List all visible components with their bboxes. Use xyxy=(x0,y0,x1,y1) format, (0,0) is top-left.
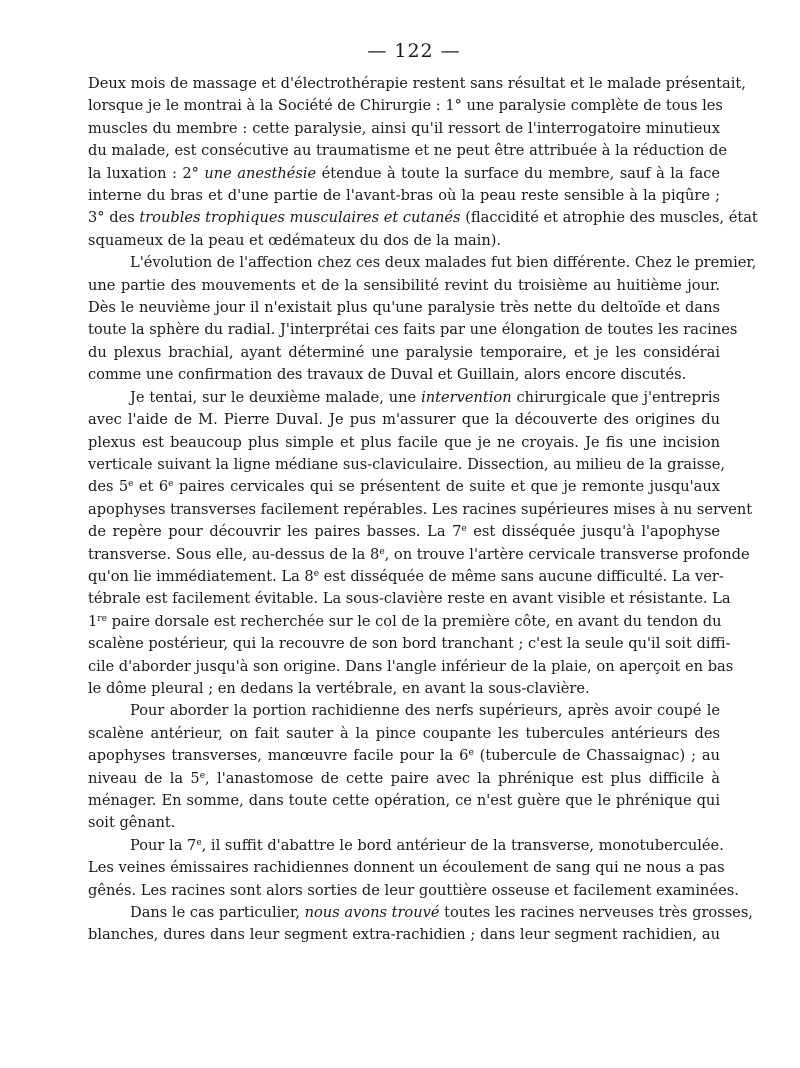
paragraph xyxy=(88,700,720,834)
text-line: apophyses transverses, manœuvre facile pour la 6e (tubercule de Chassaignac) ; au xyxy=(88,747,720,765)
text-line: Deux mois de massage et d'électrothérapie restent sans résultat et le malade présentait, xyxy=(88,75,746,92)
text-line: Dès le neuvième jour il n'existait plus qu'une paralysie très nette du deltoïde et dans xyxy=(88,299,720,317)
page-number: — 122 — xyxy=(367,40,461,62)
text-line: cile d'aborder jusqu'à son origine. Dans l'angle inférieur de la plaie, on aperçoit en bas xyxy=(88,657,734,675)
text-line: Je tentai, sur le deuxième malade, une intervention chirurgicale que j'entrepris xyxy=(130,388,720,406)
text-line: Pour la 7e, il suffit d'abattre le bord antérieur de la transverse, monotuberculée. xyxy=(130,836,724,854)
text-line: L'évolution de l'affection chez ces deux malades fut bien différente. Chez le premier, xyxy=(130,254,757,272)
text-line: du malade, est consécutive au traumatisme et ne peut être attribuée à la réduction de xyxy=(88,142,728,160)
text-line: soit gênant. xyxy=(88,814,176,832)
text-line: des 5e et 6e paires cervicales qui se présentent de suite et que je remonte jusqu'aux xyxy=(88,478,720,496)
text-line: Les veines émissaires rachidiennes donnent un écoulement de sang qui ne nous a pas xyxy=(88,859,725,877)
text-line: tébrale est facilement évitable. La sous-clavière reste en avant visible et résistante. La xyxy=(88,590,731,608)
text-line: avec l'aide de M. Pierre Duval. Je pus m'assurer que la découverte des origines du xyxy=(88,411,720,429)
text-line: verticale suivant la ligne médiane sus-claviculaire. Dissection, au milieu de la graisse, xyxy=(88,455,726,473)
page xyxy=(88,40,758,947)
text-line: 1re paire dorsale est recherchée sur le col de la première côte, en avant du tendon du xyxy=(88,612,722,630)
text-line: plexus est beaucoup plus simple et plus facile que je ne croyais. Je fis une incision xyxy=(88,433,720,451)
text-line: scalène antérieur, on fait sauter à la pince coupante les tubercules antérieurs des xyxy=(88,724,720,742)
paragraph xyxy=(88,835,739,902)
text-line: apophyses transverses facilement repérables. Les racines supérieures mises à nu servent xyxy=(88,500,753,518)
text-line: qu'on lie immédiatement. La 8e est disséquée de même sans aucune difficulté. La ver- xyxy=(88,567,724,585)
text-line: comme une confirmation des travaux de Duval et Guillain, alors encore discutés. xyxy=(88,366,687,384)
text-line: gênés. Les racines sont alors sorties de leur gouttière osseuse et facilement examinées. xyxy=(88,881,739,899)
text-line: scalène postérieur, qui la recouvre de son bord tranchant ; c'est la seule qu'il soit diffi- xyxy=(88,635,731,653)
paragraph xyxy=(88,902,753,947)
text-line: 3° des troubles trophiques musculaires et cutanés (flaccidité et atrophie des muscles, état xyxy=(88,209,758,227)
text-line: le dôme pleural ; en dedans la vertébrale, en avant la sous-clavière. xyxy=(88,679,590,697)
text-line: muscles du membre : cette paralysie, ainsi qu'il ressort de l'interrogatoire minutieux xyxy=(88,119,720,137)
text-line: ménager. En somme, dans toute cette opération, ce n'est guère que le phrénique qui xyxy=(88,792,720,809)
text-line: une partie des mouvements et de la sensibilité revint du troisième au huitième jour. xyxy=(88,276,720,294)
text-line: de repère pour découvrir les paires basses. La 7e est disséquée jusqu'à l'apophyse xyxy=(88,523,720,541)
text-line: niveau de la 5e, l'anastomose de cette paire avec la phrénique est plus difficile à xyxy=(88,769,720,787)
text-line: Dans le cas particulier, nous avons trouvé toutes les racines nerveuses très grosses, xyxy=(130,904,753,922)
text-line: du plexus brachial, ayant déterminé une paralysie temporaire, et je les considérai xyxy=(88,343,720,361)
body-text xyxy=(88,73,758,947)
text-line: la luxation : 2° une anesthésie étendue à toute la surface du membre, sauf à la face xyxy=(88,164,721,182)
text-line: toute la sphère du radial. J'interprétai ces faits par une élongation de toutes les racines xyxy=(88,321,738,339)
text-line: lorsque je le montrai à la Société de Chirurgie : 1° une paralysie complète de tous les xyxy=(88,97,723,115)
text-line: interne du bras et d'une partie de l'avant-bras où la peau reste sensible à la piqûre ; xyxy=(88,187,720,205)
paragraph xyxy=(88,73,758,252)
text-line: Pour aborder la portion rachidienne des nerfs supérieurs, après avoir coupé le xyxy=(130,702,720,720)
paragraph xyxy=(88,387,753,701)
text-line: blanches, dures dans leur segment extra-rachidien ; dans leur segment rachidien, au xyxy=(88,926,720,944)
text-line: squameux de la peau et œdémateux du dos de la main). xyxy=(88,231,502,249)
text-line: transverse. Sous elle, au-dessus de la 8e, on trouve l'artère cervicale transverse profonde xyxy=(88,545,750,563)
paragraph xyxy=(88,252,757,386)
